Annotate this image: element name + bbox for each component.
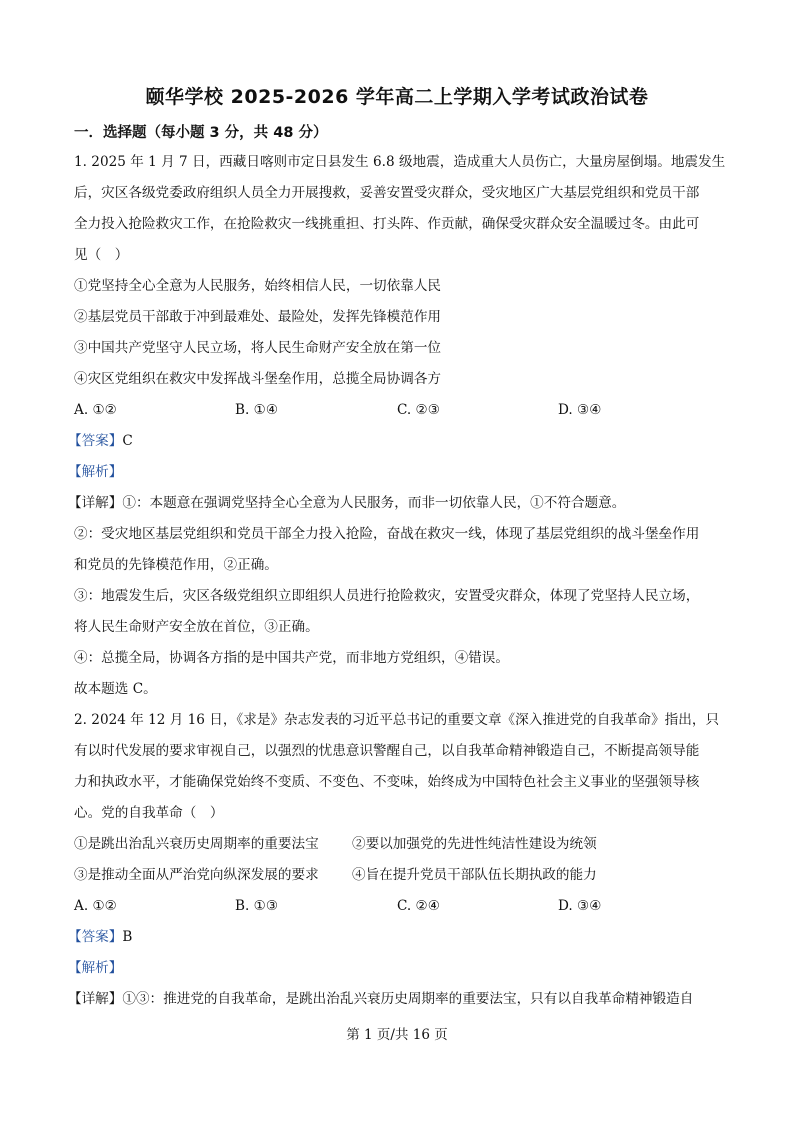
answer-label: 【答案】 bbox=[68, 929, 123, 945]
q2-detail-line bbox=[68, 990, 718, 1008]
q2-statement: ①是跳出治乱兴衰历史周期率的重要法宝 bbox=[74, 836, 319, 852]
q1-detail-line: ③：地震发生后，灾区各级党组织立即组织人员进行抢险救灾，安置受灾群众，体现了党坚持人民立场， bbox=[74, 588, 700, 604]
answer-value: C bbox=[122, 433, 133, 449]
q2-analysis-label: 【解析】 bbox=[68, 960, 123, 976]
q1-stem-line: 全力投入抢险救灾工作，在抢险救灾一线挑重担、打头阵、作贡献，确保受灾群众安全温暖过冬。由此可 bbox=[74, 216, 700, 232]
answer-label: 【答案】 bbox=[68, 433, 123, 449]
q2-option-d: D. ③④ bbox=[558, 898, 602, 914]
q1-stem-line: 见（ ） bbox=[74, 247, 129, 263]
q1-analysis-label: 【解析】 bbox=[68, 464, 123, 480]
detail-text: ①③：推进党的自我革命，是跳出治乱兴衰历史周期率的重要法宝，只有以自我革命精神锻造自 bbox=[122, 991, 694, 1007]
q1-detail-line: 将人民生命财产安全放在首位，③正确。 bbox=[74, 619, 319, 635]
detail-label: 【详解】 bbox=[68, 495, 123, 511]
detail-label: 【详解】 bbox=[68, 991, 123, 1007]
page-title: 颐华学校 2025-2026 学年高二上学期入学考试政治试卷 bbox=[145, 86, 649, 108]
q2-stem-line: 2. 2024 年 12 月 16 日，《求是》杂志发表的习近平总书记的重要文章《深入推进党的自我革命》指出，只 bbox=[74, 712, 720, 728]
q1-statement: ③中国共产党坚守人民立场，将人民生命财产安全放在第一位 bbox=[74, 340, 442, 356]
q1-answer bbox=[68, 432, 718, 450]
q2-statement: ②要以加强党的先进性纯洁性建设为统领 bbox=[352, 836, 597, 852]
q1-detail-line: ④：总揽全局，协调各方指的是中国共产党，而非地方党组织，④错误。 bbox=[74, 650, 509, 666]
q1-option-c: C. ②③ bbox=[397, 402, 440, 418]
q1-detail-line bbox=[68, 494, 718, 512]
answer-value: B bbox=[122, 929, 133, 945]
q1-option-b: B. ①④ bbox=[235, 402, 279, 418]
q1-stem-line: 1. 2025 年 1 月 7 日，西藏日喀则市定日县发生 6.8 级地震，造成重大人员伤亡，大量房屋倒塌。地震发生 bbox=[74, 154, 726, 170]
q2-option-b: B. ①③ bbox=[235, 898, 279, 914]
q1-option-d: D. ③④ bbox=[558, 402, 602, 418]
q1-detail-line: ②：受灾地区基层党组织和党员干部全力投入抢险，奋战在救灾一线，体现了基层党组织的战斗堡垒作用 bbox=[74, 526, 700, 542]
q1-detail-line: 故本题选 C。 bbox=[74, 681, 157, 697]
q2-statement: ③是推动全面从严治党向纵深发展的要求 bbox=[74, 867, 319, 883]
q1-statement: ④灾区党组织在救灾中发挥战斗堡垒作用，总揽全局协调各方 bbox=[74, 371, 442, 387]
q2-option-a: A. ①② bbox=[74, 898, 117, 914]
q2-stem-line: 心。党的自我革命（ ） bbox=[74, 805, 224, 821]
q1-statement: ②基层党员干部敢于冲到最难处、最险处，发挥先锋模范作用 bbox=[74, 309, 442, 325]
detail-text: ①：本题意在强调党坚持全心全意为人民服务，而非一切依靠人民，①不符合题意。 bbox=[122, 495, 626, 511]
q2-stem-line: 力和执政水平，才能确保党始终不变质、不变色、不变味，始终成为中国特色社会主义事业的坚强领导核 bbox=[74, 774, 700, 790]
page-footer: 第 1 页/共 16 页 bbox=[346, 1027, 448, 1043]
q2-stem-line: 有以时代发展的要求审视自己，以强烈的忧患意识警醒自己，以自我革命精神锻造自己，不断提高领导能 bbox=[74, 743, 700, 759]
q1-option-a: A. ①② bbox=[74, 402, 117, 418]
q1-statement: ①党坚持全心全意为人民服务，始终相信人民，一切依靠人民 bbox=[74, 278, 442, 294]
q2-option-c: C. ②④ bbox=[397, 898, 440, 914]
section-heading: 一．选择题（每小题 3 分，共 48 分） bbox=[74, 125, 328, 141]
q1-detail-line: 和党员的先锋模范作用，②正确。 bbox=[74, 557, 278, 573]
q2-statement: ④旨在提升党员干部队伍长期执政的能力 bbox=[352, 867, 597, 883]
q1-stem-line: 后，灾区各级党委政府组织人员全力开展搜救，妥善安置受灾群众，受灾地区广大基层党组织和党员干部 bbox=[74, 185, 700, 201]
q2-answer bbox=[68, 928, 718, 946]
